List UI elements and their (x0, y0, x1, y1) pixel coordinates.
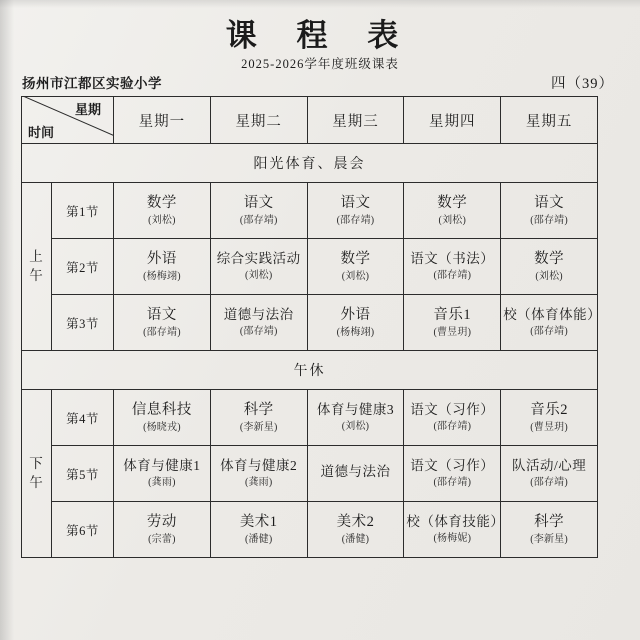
lesson-teacher: (邵存靖) (239, 214, 278, 226)
lesson-teacher: (邵存靖) (530, 477, 568, 489)
lesson-name: 数学 (340, 250, 371, 267)
lesson-cell (114, 239, 211, 295)
lesson-cell (114, 295, 211, 351)
table-row (22, 446, 598, 502)
lesson-teacher: (刘松) (148, 214, 176, 226)
lesson-teacher: (曹昱玥) (530, 421, 568, 433)
page-edge-shadow-top (0, 0, 640, 8)
lesson-cell (501, 239, 598, 295)
lesson-name: 语文 (243, 194, 274, 211)
lesson-name: 体育与健康2 (220, 458, 298, 474)
lesson-name: 道德与法治 (320, 464, 391, 480)
lesson-cell (210, 295, 307, 351)
lesson-teacher: (龚雨) (244, 477, 273, 489)
lesson-cell (307, 239, 404, 295)
lesson-name: 劳动 (146, 513, 177, 530)
period-label-3: 第3节 (52, 295, 114, 351)
lesson-name: 综合实践活动 (216, 251, 301, 267)
noon-break-label: 午休 (22, 351, 598, 390)
lesson-teacher: (李新星) (530, 533, 568, 545)
lesson-teacher: (邵存靖) (143, 326, 181, 338)
page-edge-shadow-left (0, 0, 14, 640)
lesson-cell (404, 390, 501, 446)
lesson-cell (404, 295, 501, 351)
corner-header (22, 97, 114, 144)
lesson-name: 科学 (534, 513, 565, 530)
lesson-name: 校（体育体能） (503, 307, 602, 323)
period-label-2: 第2节 (52, 239, 114, 295)
lesson-cell (307, 502, 404, 558)
lesson-cell (114, 446, 211, 502)
lesson-name: 外语 (340, 306, 371, 323)
time-axis-label: 时间 (28, 125, 55, 140)
lesson-name: 外语 (146, 250, 177, 267)
lesson-cell (114, 390, 211, 446)
lesson-teacher: (刘松) (535, 270, 563, 282)
table-header-row (22, 97, 598, 144)
lesson-cell (210, 446, 307, 502)
lesson-teacher: (邵存靖) (433, 421, 472, 433)
table-row (22, 183, 598, 239)
table-row (22, 239, 598, 295)
lesson-cell (501, 295, 602, 351)
lesson-teacher: (邵存靖) (239, 326, 278, 338)
lesson-teacher: (邵存靖) (433, 270, 472, 282)
table-row (22, 295, 598, 351)
lesson-name: 数学 (437, 194, 468, 211)
lesson-cell (210, 390, 307, 446)
lesson-teacher: (杨梅翊) (143, 270, 181, 282)
lesson-teacher: (邵存靖) (433, 477, 472, 489)
lesson-cell (307, 295, 404, 351)
lesson-name: 数学 (534, 250, 565, 267)
lesson-cell (404, 239, 501, 295)
period-label-6: 第6节 (52, 502, 114, 558)
lesson-cell (501, 446, 598, 502)
lesson-name: 校（体育技能） (406, 514, 505, 530)
lesson-name: 道德与法治 (223, 307, 294, 323)
lesson-teacher: (宗蕾) (148, 533, 176, 545)
period-label-1: 第1节 (52, 183, 114, 239)
lesson-name: 语文（习作） (410, 402, 495, 418)
lesson-name: 队活动/心理 (511, 458, 587, 474)
period-label-4: 第4节 (52, 390, 114, 446)
lesson-name: 语文 (146, 306, 177, 323)
lesson-teacher: (杨梅翊) (336, 326, 375, 338)
lesson-name: 体育与健康1 (123, 458, 201, 474)
lesson-name: 信息科技 (131, 401, 192, 418)
page-title: 课 程 表 (225, 18, 415, 53)
school-name: 扬州市江都区实验小学 (22, 76, 162, 91)
class-name: 四（39） (551, 76, 614, 92)
lesson-cell (114, 502, 211, 558)
lesson-teacher: (曹昱玥) (433, 326, 472, 338)
lesson-cell (307, 183, 404, 239)
week-axis-label: 星期 (74, 102, 101, 117)
day-header-4: 星期四 (404, 97, 501, 144)
lesson-teacher: (李新星) (239, 421, 278, 433)
lesson-teacher: (刘松) (438, 214, 467, 226)
lesson-teacher: (邵存靖) (530, 326, 568, 338)
lesson-cell (210, 183, 307, 239)
noon-break-row (22, 351, 598, 390)
day-header-1: 星期一 (114, 97, 211, 144)
lesson-cell (404, 502, 505, 558)
page-subtitle: 2025-2026学年度班级课表 (241, 57, 399, 71)
lesson-name: 语文（书法） (410, 251, 495, 267)
lesson-name: 科学 (243, 401, 274, 418)
lesson-name: 语文 (534, 194, 565, 211)
day-header-2: 星期二 (210, 97, 307, 144)
lesson-teacher: (邵存靖) (336, 214, 375, 226)
table-row (22, 390, 598, 446)
morning-activity-row (22, 144, 598, 183)
am-label: 上 午 (22, 183, 52, 351)
pm-label: 下 午 (22, 390, 52, 558)
lesson-name: 音乐2 (530, 401, 568, 418)
lesson-teacher: (邵存靖) (530, 214, 568, 226)
lesson-name: 音乐1 (433, 306, 472, 323)
lesson-cell (501, 390, 598, 446)
lesson-teacher: (刘松) (341, 270, 370, 282)
lesson-teacher: (杨梅妮) (433, 533, 472, 545)
period-label-5: 第5节 (52, 446, 114, 502)
morning-activity-label: 阳光体育、晨会 (22, 144, 598, 183)
lesson-name: 体育与健康3 (316, 402, 395, 418)
timetable (21, 96, 602, 558)
day-header-5: 星期五 (501, 97, 598, 144)
lesson-name: 美术2 (336, 513, 375, 530)
lesson-teacher: (刘松) (244, 270, 273, 282)
lesson-cell (307, 390, 404, 446)
lesson-cell (404, 446, 501, 502)
table-row (22, 502, 598, 558)
lesson-teacher: (刘松) (341, 421, 370, 433)
lesson-name: 数学 (146, 194, 177, 211)
lesson-teacher: (潘健) (244, 533, 273, 545)
lesson-cell (501, 502, 598, 558)
lesson-cell (210, 502, 307, 558)
day-header-3: 星期三 (307, 97, 404, 144)
lesson-cell (114, 183, 211, 239)
lesson-teacher: (杨晓戎) (143, 421, 181, 433)
lesson-teacher: (潘健) (341, 533, 370, 545)
lesson-cell (404, 183, 501, 239)
lesson-name: 语文 (340, 194, 371, 211)
lesson-cell (307, 446, 404, 502)
lesson-cell (210, 239, 307, 295)
lesson-name: 语文（习作） (410, 458, 495, 474)
lesson-cell (501, 183, 598, 239)
lesson-teacher: (龚雨) (148, 477, 176, 489)
lesson-name: 美术1 (239, 513, 278, 530)
